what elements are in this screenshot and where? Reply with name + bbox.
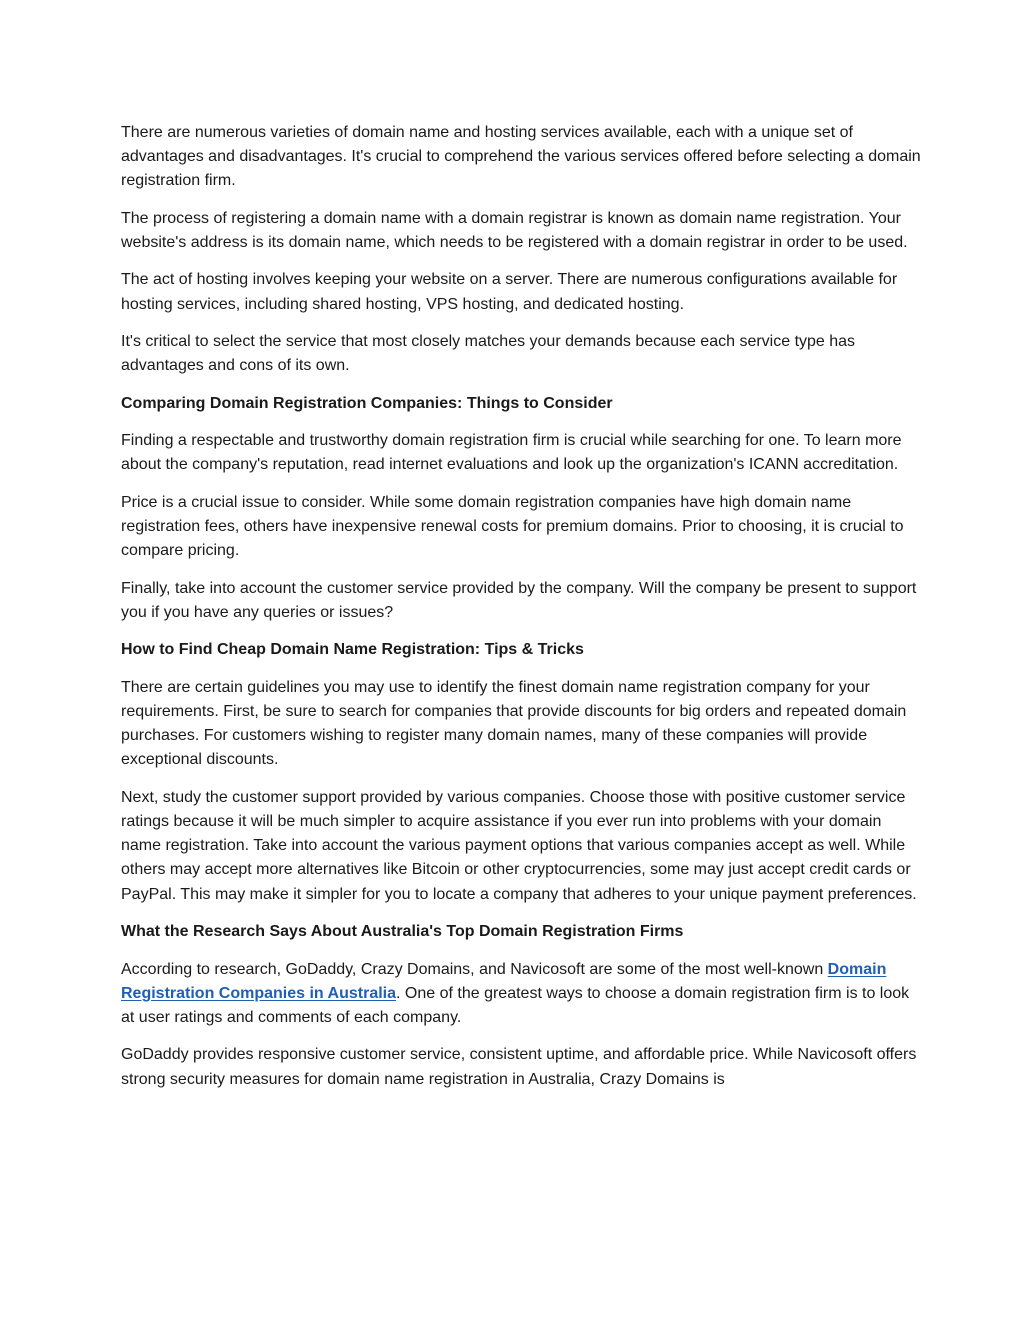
paragraph-reputation: Finding a respectable and trustworthy domain registration firm is crucial while searching for one. To learn more about the company's reputation, read internet evaluations and look up the organization's ICANN accreditation. (121, 432, 902, 474)
heading-comparing-companies: Comparing Domain Registration Companies: Things to Consider (121, 394, 613, 412)
paragraph-price: Price is a crucial issue to consider. While some domain registration companies have high domain name registration fees, others have inexpensive renewal costs for premium domains. Prior to choosing, it is crucial to compare pricing. (121, 493, 904, 560)
paragraph-registration-process: The process of registering a domain name with a domain registrar is known as domain name registration. Your website's address is its domain name, which needs to be registered with a domain registrar in order to be used. (121, 209, 908, 251)
heading-tips-tricks: How to Find Cheap Domain Name Registration: Tips & Tricks (121, 641, 584, 659)
heading-research: What the Research Says About Australia's Top Domain Registration Firms (121, 922, 684, 940)
paragraph-research-text-before: According to research, GoDaddy, Crazy Domains, and Navicosoft are some of the most well-known (121, 960, 828, 978)
paragraph-godaddy: GoDaddy provides responsive customer service, consistent uptime, and affordable price. While Navicosoft offers strong security measures for domain name registration in Australia, Crazy Domains is (121, 1046, 917, 1088)
document-body (121, 121, 921, 1105)
paragraph-hosting: The act of hosting involves keeping your website on a server. There are numerous configurations available for hosting services, including shared hosting, VPS hosting, and dedicated hosting. (121, 271, 898, 313)
paragraph-guidelines: There are certain guidelines you may use to identify the finest domain name registration company for your requirements. First, be sure to search for companies that provide discounts for big orders and repeated domain purchases. For customers wishing to register many domain names, many of these companies will provide exceptional discounts. (121, 678, 907, 769)
paragraph-select-service: It's critical to select the service that most closely matches your demands because each service type has advantages and cons of its own. (121, 332, 856, 375)
paragraph-support-payment: Next, study the customer support provided by various companies. Choose those with positive customer service ratings because it will be much simpler to acquire assistance if you ever run into problems with your domain name registration. Take into account the various payment options that various companies accept as well. While others may accept more alternatives like Bitcoin or other cryptocurrencies, some may just accept credit cards or PayPal. This may make it simpler for you to locate a company that adheres to your unique payment preferences. (121, 788, 917, 903)
domain-registration-australia-link[interactable]: Domain Registration Companies in Australia (121, 960, 887, 1002)
paragraph-intro: There are numerous varieties of domain name and hosting services available, each with a unique set of advantages and disadvantages. It's crucial to comprehend the various services offered before selecting a domain registration firm. (121, 124, 921, 190)
paragraph-research (121, 958, 921, 1031)
paragraph-customer-service: Finally, take into account the customer service provided by the company. Will the company be present to support you if you have any queries or issues? (121, 579, 917, 621)
paragraph-research-text-after: . One of the greatest ways to choose a domain registration firm is to look at user ratings and comments of each company. (121, 984, 910, 1026)
